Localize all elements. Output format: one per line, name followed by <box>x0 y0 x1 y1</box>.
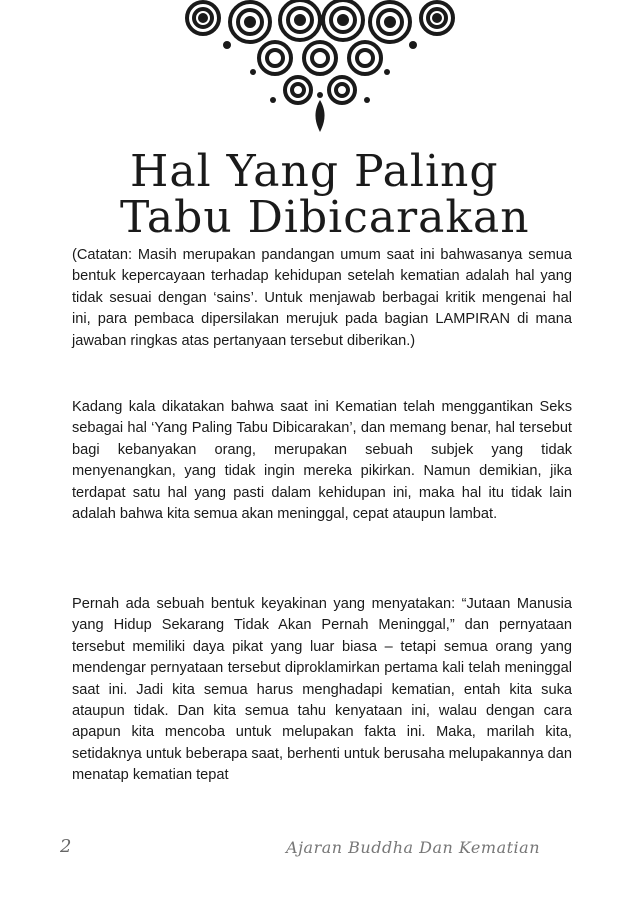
body-paragraph: Kadang kala dikatakan bahwa saat ini Kematian telah menggantikan Seks sebagai hal ‘Yang Paling Tabu Dibicarakan’, dan memang benar, hal tersebut bagi kebanyakan orang, merupakan sebuah subjek yang tidak menyenangkan, yang tidak ingin mereka pikirkan. Namun demikian, jika terdapat satu hal yang pasti dalam kehidupan ini, maka hal itu tidak lain adalah bahwa kita semua akan meninggal, cepat ataupun lambat. <box>72 399 572 523</box>
note-paragraph: (Catatan: Masih merupakan pandangan umum saat ini bahwasanya semua bentuk kepercayaan terhadap kehidupan setelah kematian adalah hal yang tidak sesuai dengan ‘sains’. Untuk menjawab berbagai kritik mengenai hal ini, para pembaca dipersilakan merujuk pada bagian LAMPIRAN di mana jawaban ringkas atas pertanyaan tersebut diberikan.) <box>72 247 572 349</box>
spiral-ornament-icon <box>175 0 465 135</box>
page-number: 2 <box>60 836 72 857</box>
chapter-title-line1: Hal Yang Paling <box>130 146 499 197</box>
running-footer-book-title: Ajaran Buddha Dan Kematian <box>286 838 540 857</box>
chapter-title-line2: Tabu Dibicarakan <box>120 192 530 243</box>
body-paragraph: Pernah ada sebuah bentuk keyakinan yang menyatakan: “Jutaan Manusia yang Hidup Sekarang Tidak Akan Pernah Meninggal,” dan pernyataan tersebut memiliki daya pikat yang luar biasa – tetapi semua orang yang mendengar pernyataan tersebut diproklamirkan pertama kali telah meninggal saat ini. Jadi kita semua harus menghadapi kematian, entah kita suka ataupun tidak. Dan kita semua tahu kenyataan ini, walau dengan cara apapun kita mencoba untuk melupakan fakta ini. Maka, marilah kita, setidaknya untuk beberapa saat, berhenti untuk berusaha melupakannya dan menatap kematian tepat <box>72 596 572 784</box>
